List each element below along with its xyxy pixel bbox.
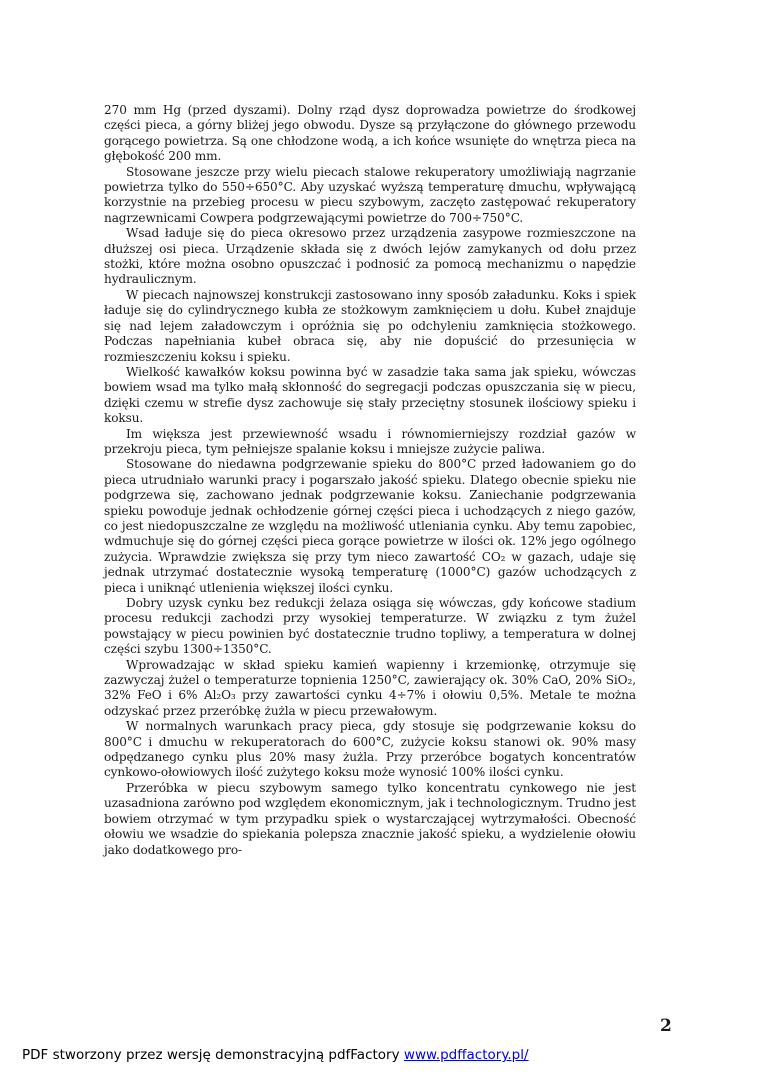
paragraph	[104, 457, 636, 596]
body-text	[104, 103, 636, 858]
paragraph	[104, 288, 636, 365]
paragraph-text: 270 mm Hg (przed dyszami). Dolny rząd dysz doprowadza powietrze do środkowej części pieca, a górny bliżej jego obwodu. Dysze są przyłączone do głównego przewodu gorącego powietrza. Są one chłodzone wodą, a ich końce wsunięte do wnętrza pieca na głębokość 200 mm.	[104, 103, 636, 164]
paragraph-text: Przeróbka w piecu szybowym samego tylko koncentratu cynkowego nie jest uzasadniona zarówno pod względem ekonomicznym, jak i technologicznym. Trudno jest bowiem otrzymać w tym przypadku spiek o wystarczającej wytrzymałości. Obecność ołowiu we wsadzie do spiekania polepsza znacznie jakość spieku, a wydzielenie ołowiu jako dodatkowego pro-	[104, 780, 636, 857]
paragraph	[104, 165, 636, 227]
paragraph-text: W piecach najnowszej konstrukcji zastosowano inny sposób załadunku. Koks i spiek ładuje się do cylindrycznego kubła ze stożkowym zamknięciem u dołu. Kubeł znajduje się nad lejem załadowczym i opróżnia się po odchyleniu zamknięcia stożkowego. Podczas napełniania kubeł obraca się, aby nie dopuścić do przesunięcia w rozmieszczeniu koksu i spieku.	[104, 287, 636, 364]
paragraph-text: Stosowane jeszcze przy wielu piecach stalowe rekuperatory umożliwiają nagrzanie powietrza tylko do 550÷650°C. Aby uzyskać wyższą temperaturę dmuchu, wpływającą korzystnie na przebieg procesu w piecu szybowym, zaczęto zastępować rekuperatory nagrzewnicami Cowpera podgrzewającymi powietrze do 700÷750°C.	[104, 164, 636, 225]
paragraph	[104, 658, 636, 720]
pdf-footer	[22, 1047, 529, 1063]
paragraph-text: Wprowadzając w skład spieku kamień wapienny i krzemionkę, otrzymuje się zazwyczaj żużel o temperaturze topnienia 1250°C, zawierający ok. 30% CaO, 20% SiO₂, 32% FeO i 6% Al₂O₃ przy zawartości cynku 4÷7% i ołowiu 0,5%. Metale te można odzyskać przez przeróbkę żużla w piecu przewałowym.	[104, 657, 636, 718]
paragraph	[104, 427, 636, 458]
paragraph	[104, 103, 636, 165]
page-number: 2	[660, 1016, 672, 1036]
paragraph-text: Stosowane do niedawna podgrzewanie spieku do 800°C przed ładowaniem go do pieca utrudniało warunki pracy i pogarszało jakość spieku. Dlatego obecnie spieku nie podgrzewa się, zachowano jednak podgrzewanie koksu. Zaniechanie podgrzewania spieku powoduje jednak ochłodzenie górnej części pieca i uchodzących z niego gazów, co jest niedopuszczalne ze względu na możliwość utleniania cynku. Aby temu zapobiec, wdmuchuje się do górnej części pieca gorące powietrze w ilości ok. 12% jego ogólnego zużycia. Wprawdzie zwiększa się przy tym nieco zawartość CO₂ w gazach, udaje się jednak utrzymać dostatecznie wysoką temperaturę (1000°C) gazów uchodzących z pieca i uniknąć utlenienia większej ilości cynku.	[104, 457, 636, 595]
footer-text: PDF stworzony przez wersję demonstracyjną pdfFactory	[22, 1047, 400, 1063]
footer-link[interactable]: www.pdffactory.pl/	[403, 1047, 529, 1063]
paragraph	[104, 226, 636, 288]
paragraph-text: Dobry uzysk cynku bez redukcji żelaza osiąga się wówczas, gdy końcowe stadium procesu redukcji zachodzi przy wysokiej temperaturze. W związku z tym żużel powstający w piecu powinien być dostatecznie trudno topliwy, a temperatura w dolnej części szybu 1300÷1350°C.	[104, 596, 636, 657]
paragraph	[104, 596, 636, 658]
paragraph-text: W normalnych warunkach pracy pieca, gdy stosuje się podgrzewanie koksu do 800°C i dmuchu w rekuperatorach do 600°C, zużycie koksu stanowi ok. 90% masy odpędzanego cynku plus 20% masy żużla. Przy przeróbce bogatych koncentratów cynkowo-ołowiowych ilość zużytego koksu może wynosić 100% ilości cynku.	[104, 719, 636, 780]
paragraph-text: Im większa jest przewiewność wsadu i równomierniejszy rozdział gazów w przekroju pieca, tym pełniejsze spalanie koksu i mniejsze zużycie paliwa.	[104, 426, 636, 456]
paragraph-text: Wielkość kawałków koksu powinna być w zasadzie taka sama jak spieku, wówczas bowiem wsad ma tylko małą skłonność do segregacji podczas opuszczania się w piecu, dzięki czemu w strefie dysz zachowuje się stały przeciętny stosunek ilościowy spieku i koksu.	[104, 364, 636, 426]
paragraph	[104, 719, 636, 781]
paragraph	[104, 781, 636, 858]
paragraph-text: Wsad ładuje się do pieca okresowo przez urządzenia zasypowe rozmieszczone na dłuższej osi pieca. Urządzenie składa się z dwóch lejów zamykanych od dołu przez stożki, które można osobno opuszczać i podnosić za pomocą mechanizmu o napędzie hydraulicznym.	[104, 226, 636, 287]
paragraph	[104, 365, 636, 427]
